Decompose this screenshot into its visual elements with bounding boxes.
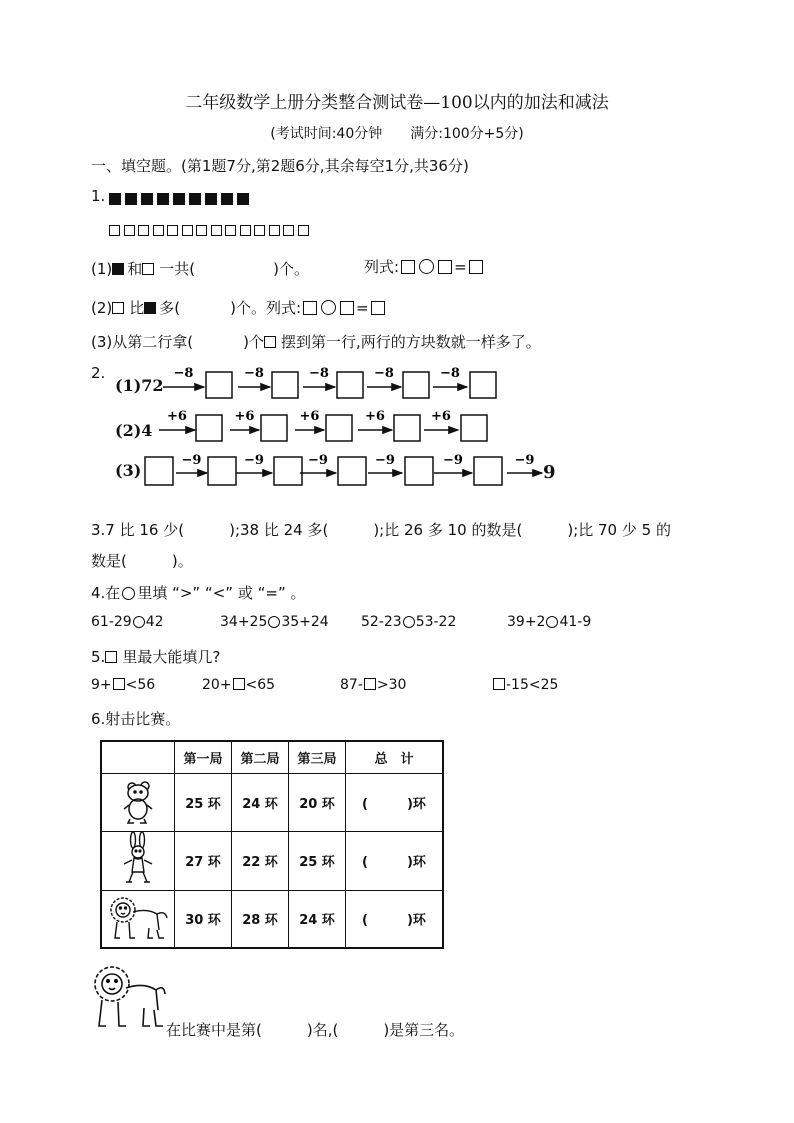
chain-answer-box[interactable] bbox=[337, 372, 363, 398]
white-square-icon bbox=[142, 263, 154, 275]
formula-label: 列式: bbox=[364, 258, 400, 276]
chain-operator: −8 bbox=[309, 366, 329, 381]
header-cell: 第二局 bbox=[232, 741, 289, 773]
q4-item bbox=[361, 614, 456, 630]
score-cell: 24 环 bbox=[232, 773, 289, 831]
q1-formula-1 bbox=[364, 256, 485, 277]
chain-answer-box[interactable] bbox=[145, 457, 173, 485]
q5-before: 20+ bbox=[202, 677, 232, 693]
chain-answer-box[interactable] bbox=[394, 415, 420, 441]
q1-part3-end: 摆到第一行,两行的方块数就一样多了。 bbox=[280, 333, 541, 351]
white-square bbox=[225, 225, 236, 236]
chain-answer-box[interactable] bbox=[338, 457, 366, 485]
q1-part3-text: (3)从第二行拿( bbox=[91, 333, 194, 351]
white-square bbox=[269, 225, 280, 236]
white-square bbox=[196, 225, 207, 236]
total-cell[interactable]: ( )环 bbox=[346, 890, 444, 948]
q1-black-squares bbox=[109, 190, 253, 209]
q1-number: 1. bbox=[91, 187, 106, 205]
answer-circle[interactable] bbox=[419, 259, 434, 274]
chain-operator: +6 bbox=[167, 409, 187, 424]
chain-answer-box[interactable] bbox=[461, 415, 487, 441]
chain-answer-box[interactable] bbox=[403, 372, 429, 398]
answer-circle[interactable] bbox=[321, 300, 336, 315]
q5-prompt-b: 里最大能填几? bbox=[122, 648, 221, 666]
score-table bbox=[100, 740, 444, 949]
score-cell: 30 环 bbox=[175, 890, 232, 948]
q4-left: 52-23 bbox=[361, 614, 402, 630]
q5-after: <56 bbox=[125, 677, 156, 693]
chain-operator: −8 bbox=[440, 366, 460, 381]
white-square bbox=[182, 225, 193, 236]
q4-item bbox=[220, 614, 329, 630]
compare-circle[interactable] bbox=[133, 616, 145, 628]
chain-operator: +6 bbox=[299, 409, 320, 424]
white-square-icon bbox=[105, 651, 117, 663]
q5-prompt bbox=[91, 646, 220, 667]
answer-box[interactable] bbox=[469, 260, 483, 274]
header-cell: 第三局 bbox=[289, 741, 346, 773]
section-heading: 一、填空题。(第1题7分,第2题6分,其余每空1分,共36分) bbox=[91, 157, 469, 175]
chain-operator: +6 bbox=[365, 409, 385, 424]
q5-item bbox=[91, 677, 155, 693]
black-square bbox=[221, 193, 233, 205]
answer-box[interactable] bbox=[303, 301, 317, 315]
q1-part3-mid: )个 bbox=[243, 333, 264, 351]
q4-right: 53-22 bbox=[415, 614, 457, 630]
q6-bottom-question: 在比赛中是第( )名,( )是第三名。 bbox=[166, 1021, 465, 1039]
equals-sign: = bbox=[454, 258, 467, 276]
score-cell: 24 环 bbox=[289, 890, 346, 948]
q4-right: 42 bbox=[145, 614, 164, 630]
white-square bbox=[298, 225, 309, 236]
answer-box[interactable] bbox=[340, 301, 354, 315]
chain-3-end-number: 9 bbox=[543, 462, 556, 483]
q3-line-1: 3.7 比 16 少( );38 比 24 多( );比 26 多 10 的数是( );比 70 少 5 的 bbox=[91, 521, 671, 539]
chain-operator: −9 bbox=[375, 453, 395, 468]
q1-white-squares bbox=[109, 221, 312, 240]
q4-prompt-a: 4.在 bbox=[91, 584, 121, 602]
q1-part2-text: 多( bbox=[159, 299, 181, 317]
score-cell: 27 环 bbox=[175, 831, 232, 890]
white-square-icon bbox=[112, 302, 124, 314]
page-subtitle: (考试时间:40分钟 满分:100分+5分) bbox=[270, 126, 524, 142]
chain-operator: −9 bbox=[514, 453, 535, 468]
white-square bbox=[254, 225, 265, 236]
black-square bbox=[157, 193, 169, 205]
black-square bbox=[125, 193, 137, 205]
lion-icon bbox=[101, 890, 175, 948]
q4-right: 41-9 bbox=[559, 614, 592, 630]
chain-answer-box[interactable] bbox=[261, 415, 287, 441]
circle-icon bbox=[122, 587, 135, 600]
answer-box[interactable] bbox=[364, 678, 376, 690]
black-square bbox=[205, 193, 217, 205]
chain-operator: −9 bbox=[244, 453, 264, 468]
compare-circle[interactable] bbox=[546, 616, 558, 628]
score-cell: 22 环 bbox=[232, 831, 289, 890]
q5-prompt-a: 5. bbox=[91, 648, 106, 666]
chain-operator: −8 bbox=[244, 366, 264, 381]
header-cell: 总 计 bbox=[346, 741, 444, 773]
q1-part1-and: 和 bbox=[127, 260, 143, 278]
q1-part1-label: (1) bbox=[91, 260, 113, 278]
q5-item bbox=[202, 677, 275, 693]
q1-part2-end: )个。列式: bbox=[230, 299, 302, 317]
white-square bbox=[109, 225, 120, 236]
chain-operator: −8 bbox=[173, 366, 194, 381]
chain-answer-box[interactable] bbox=[326, 415, 352, 441]
chain-operator: −9 bbox=[181, 453, 202, 468]
q5-after: >30 bbox=[376, 677, 407, 693]
q1-part2 bbox=[91, 297, 387, 318]
answer-box[interactable] bbox=[113, 678, 125, 690]
white-square-icon bbox=[264, 336, 276, 348]
chain-operator: −9 bbox=[308, 453, 328, 468]
q4-item bbox=[507, 614, 591, 630]
white-square bbox=[240, 225, 251, 236]
corner-cell bbox=[101, 741, 175, 773]
white-square bbox=[124, 225, 135, 236]
chain-answer-box[interactable] bbox=[474, 457, 502, 485]
q5-item bbox=[340, 677, 406, 693]
compare-circle[interactable] bbox=[268, 616, 280, 628]
black-square bbox=[173, 193, 185, 205]
q4-right: 35+24 bbox=[281, 614, 329, 630]
header-cell: 第一局 bbox=[175, 741, 232, 773]
total-cell[interactable]: ( )环 bbox=[346, 773, 444, 831]
q4-left: 61-29 bbox=[91, 614, 132, 630]
chain-2-label: (2)4 bbox=[115, 421, 153, 440]
q5-item bbox=[492, 677, 558, 693]
q5-after: <65 bbox=[245, 677, 276, 693]
q4-left: 34+25 bbox=[220, 614, 268, 630]
chain-answer-box[interactable] bbox=[274, 457, 302, 485]
q5-before: 9+ bbox=[91, 677, 112, 693]
white-square bbox=[283, 225, 294, 236]
chain-answer-box[interactable] bbox=[196, 415, 222, 441]
bear-icon bbox=[101, 773, 175, 831]
q1-part2-label: (2) bbox=[91, 299, 113, 317]
q6-title: 6.射击比赛。 bbox=[91, 710, 181, 728]
score-cell: 20 环 bbox=[289, 773, 346, 831]
score-cell: 25 环 bbox=[289, 831, 346, 890]
score-cell: 28 环 bbox=[232, 890, 289, 948]
compare-circle[interactable] bbox=[403, 616, 415, 628]
chain-operator: +6 bbox=[431, 409, 451, 424]
chain-operator: −9 bbox=[443, 453, 463, 468]
chain-answer-box[interactable] bbox=[208, 457, 236, 485]
black-square-icon bbox=[144, 302, 156, 314]
q2-number: 2. bbox=[91, 364, 106, 382]
q4-item bbox=[91, 614, 164, 630]
chain-operator: +6 bbox=[234, 409, 255, 424]
black-square bbox=[189, 193, 201, 205]
q1-part1 bbox=[91, 258, 309, 279]
lion-illustration bbox=[88, 962, 166, 1038]
chain-3-label: (3) bbox=[115, 461, 142, 480]
chain-answer-box[interactable] bbox=[470, 372, 496, 398]
chain-operator: −8 bbox=[374, 366, 394, 381]
answer-box[interactable] bbox=[401, 260, 415, 274]
answer-box[interactable] bbox=[493, 678, 505, 690]
black-square bbox=[109, 193, 121, 205]
black-square-icon bbox=[112, 263, 124, 275]
chain-answer-box[interactable] bbox=[272, 372, 298, 398]
chain-1-label: (1)72 bbox=[115, 376, 164, 395]
white-square bbox=[167, 225, 178, 236]
q1-part2-than: 比 bbox=[129, 299, 145, 317]
white-square bbox=[211, 225, 222, 236]
page-title: 二年级数学上册分类整合测试卷—100以内的加法和减法 bbox=[185, 93, 609, 113]
chain-answer-box[interactable] bbox=[405, 457, 433, 485]
chain-answer-box[interactable] bbox=[206, 372, 232, 398]
q1-part1-end: )个。 bbox=[273, 260, 309, 278]
score-cell: 25 环 bbox=[175, 773, 232, 831]
equals-sign: = bbox=[356, 299, 369, 317]
black-square bbox=[237, 193, 249, 205]
q1-part1-text: 一共( bbox=[159, 260, 196, 278]
black-square bbox=[141, 193, 153, 205]
q5-after: -15<25 bbox=[506, 677, 559, 693]
white-square bbox=[138, 225, 149, 236]
q4-left: 39+2 bbox=[507, 614, 546, 630]
q5-before: 87- bbox=[340, 677, 363, 693]
total-cell[interactable]: ( )环 bbox=[346, 831, 444, 890]
answer-box[interactable] bbox=[233, 678, 245, 690]
rabbit-icon bbox=[101, 831, 175, 890]
white-square bbox=[153, 225, 164, 236]
q3-line-2: 数是( )。 bbox=[91, 552, 193, 570]
q4-prompt-b: 里填 “>” “<” 或 “=” 。 bbox=[137, 584, 306, 602]
answer-box[interactable] bbox=[371, 301, 385, 315]
q4-prompt bbox=[91, 582, 305, 603]
answer-box[interactable] bbox=[438, 260, 452, 274]
q1-part3 bbox=[91, 331, 541, 352]
